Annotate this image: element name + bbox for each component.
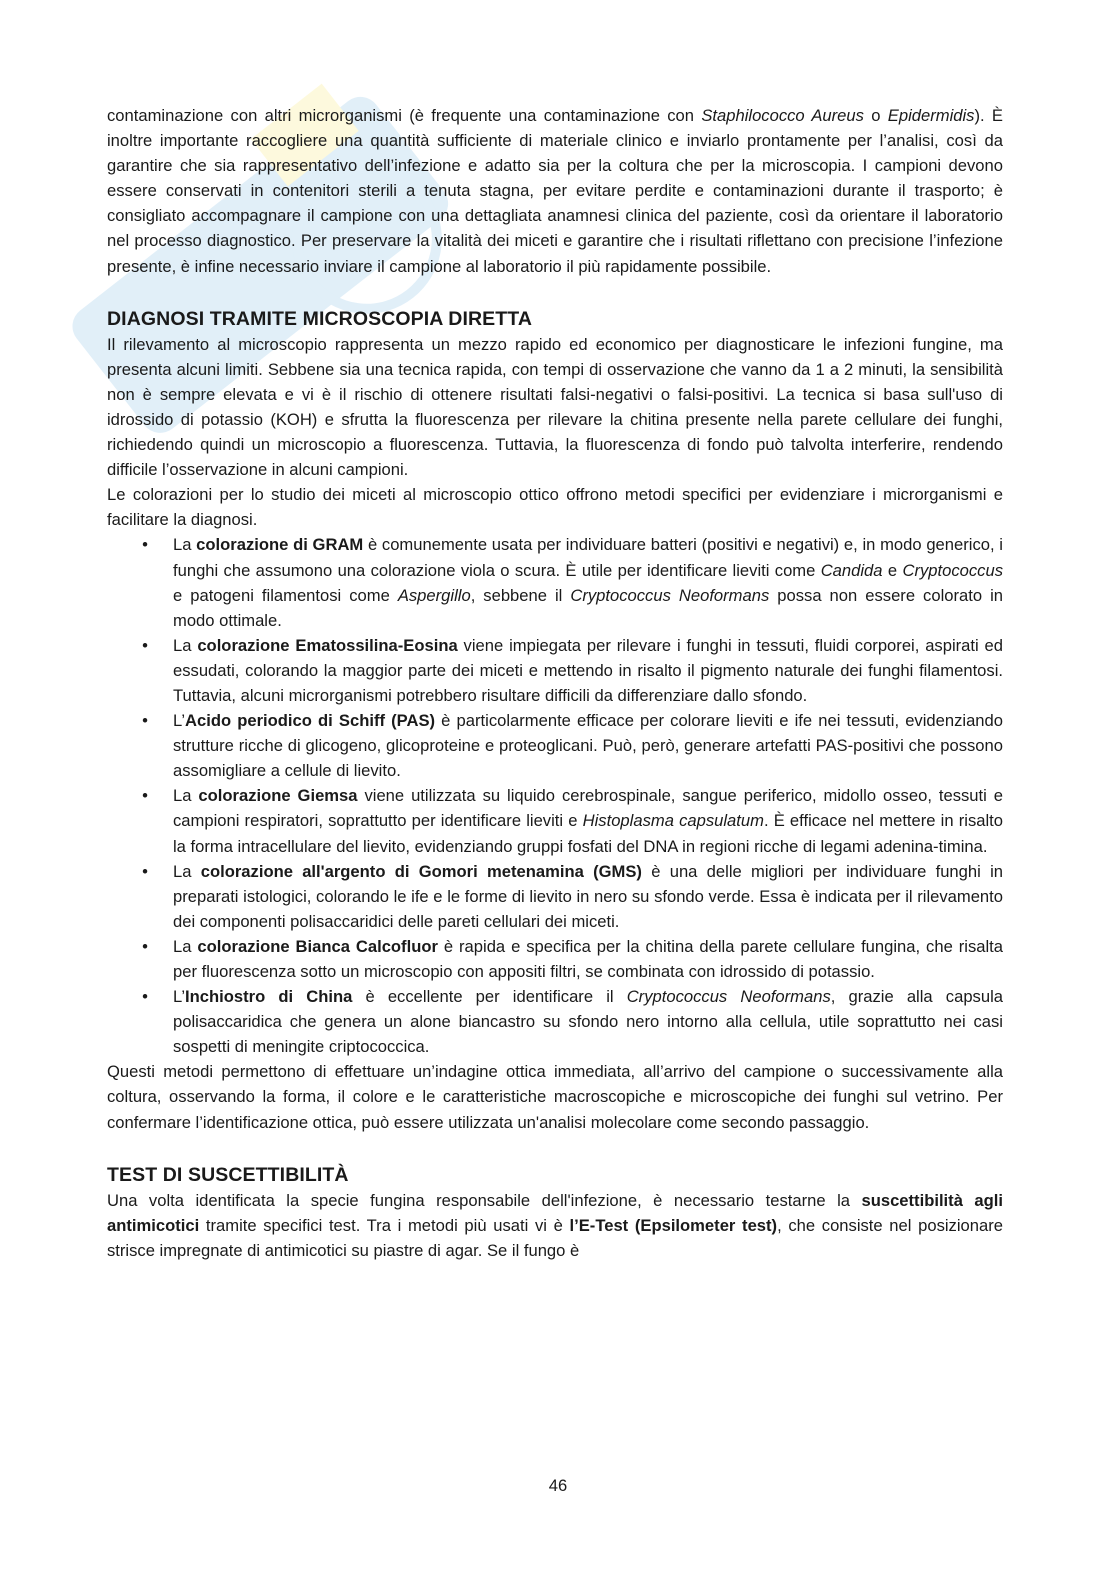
bullet-icon: •	[142, 861, 148, 881]
section-heading-suscettibilita: TEST DI SUSCETTIBILITÀ	[107, 1163, 349, 1186]
bullet-icon: •	[142, 936, 148, 956]
bullet-icon: •	[142, 535, 148, 555]
paragraph-suscettibilita: Una volta identificata la specie fungina responsabile dell'infezione, è necessario testarne la suscettibilità agli antimicotici tramite specifici test. Tra i metodi più usati vi è l’E-Test (Epsilometer test), che consiste nel posizionare strisce impregnate di antimicotici su piastre di agar. Se il fungo è	[107, 1190, 1003, 1260]
list-item-gram: • La colorazione di GRAM è comunemente usata per individuare batteri (positivi e negativi) e, in modo generico, i funghi che assumono una colorazione viola o scura. È utile per identificare lieviti come Candida e Cryptococcus e patogeni filamentosi come Aspergillo, sebbene il Cryptococcus Neoformans possa non essere colorato in modo ottimale.	[107, 532, 1003, 632]
paragraph-microscopia-3: Questi metodi permettono di effettuare un’indagine ottica immediata, all’arrivo del campione o successivamente alla coltura, osservando la forma, il colore e le caratteristiche macroscopiche e microscopiche dei funghi sul vetrino. Per confermare l’identificazione ottica, può essere utilizzata un'analisi molecolare come secondo passaggio.	[107, 1062, 1003, 1132]
list-item-gms: • La colorazione all'argento di Gomori metenamina (GMS) è una delle migliori per individuare funghi in preparati istologici, colorando le ife e le forme di lievito in nero su sfondo verde. Essa è indicata per il rilevamento dei componenti polisaccaridici delle pareti cellulari dei miceti.	[107, 859, 1003, 934]
staining-list	[107, 532, 1003, 1059]
section-heading-microscopia: DIAGNOSI TRAMITE MICROSCOPIA DIRETTA	[107, 307, 533, 330]
bullet-icon: •	[142, 635, 148, 655]
list-item-inchiostro: • L’Inchiostro di China è eccellente per identificare il Cryptococcus Neoformans, grazie alla capsula polisaccaridica che genera un alone biancastro su sfondo nero intorno alla cellula, utile soprattutto nei casi sospetti di meningite criptococcica.	[107, 984, 1003, 1059]
list-item-pas: • L’Acido periodico di Schiff (PAS) è particolarmente efficace per colorare lieviti e ife nei tessuti, evidenziando strutture ricche di glicogeno, glicoproteine e proteoglicani. Può, però, generare artefatti PAS-positivi che possono assomigliare a cellule di lievito.	[107, 708, 1003, 783]
bullet-icon: •	[142, 786, 148, 806]
intro-paragraph: contaminazione con altri microrganismi (è frequente una contaminazione con Staphilococco Aureus o Epidermidis). È inoltre importante raccogliere una quantità sufficiente di materiale clinico e inviarlo prontamente per l’analisi, così da garantire che sia rappresentativo dell’infezione e adatto sia per la coltura che per la microscopia. I campioni devono essere conservati in contenitori sterili a tenuta stagna, per evitare perdite e contaminazioni durante il trasporto; è consigliato accompagnare il campione con una dettagliata anamnesi clinica del paziente, così da orientare il laboratorio nel processo diagnostico. Per preservare la vitalità dei miceti e garantire che i risultati riflettano con precisione l’infezione presente, è infine necessario inviare il campione al laboratorio il più rapidamente possibile.	[107, 106, 1003, 276]
bullet-icon: •	[142, 711, 148, 731]
document-page	[107, 103, 1003, 1263]
paragraph-microscopia-2: Le colorazioni per lo studio dei miceti al microscopio ottico offrono metodi specifici per evidenziare i microrganismi e facilitare la diagnosi.	[107, 485, 1003, 530]
paragraph-microscopia-1: Il rilevamento al microscopio rappresenta un mezzo rapido ed economico per diagnosticare le infezioni fungine, ma presenta alcuni limiti. Sebbene sia una tecnica rapida, con tempi di osservazione che vanno da 1 a 2 minuti, la sensibilità non è sempre elevata e vi è il rischio di ottenere risultati falsi-negativi o falsi-positivi. La tecnica si basa sull'uso di idrossido di potassio (KOH) e sfrutta la fluorescenza per rilevare la chitina presente nella parete cellulare dei funghi, richiedendo quindi un microscopio a fluorescenza. Tuttavia, la fluorescenza di fondo può talvolta interferire, rendendo difficile l’osservazione in alcuni campioni.	[107, 334, 1003, 480]
page-number: 46	[548, 1476, 568, 1495]
list-item-ematossilina: • La colorazione Ematossilina-Eosina viene impiegata per rilevare i funghi in tessuti, fluidi corporei, aspirati ed essudati, colorando la maggior parte dei miceti e mettendo in risalto il pigmento naturale dei funghi filamentosi. Tuttavia, alcuni microrganismi potrebbero risultare difficili da differenziare dallo sfondo.	[107, 633, 1003, 708]
bullet-icon: •	[142, 987, 148, 1007]
list-item-calcofluor: • La colorazione Bianca Calcofluor è rapida e specifica per la chitina della parete cellulare fungina, che risalta per fluorescenza sotto un microscopio con appositi filtri, se combinata con idrossido di potassio.	[107, 934, 1003, 984]
list-item-giemsa: • La colorazione Giemsa viene utilizzata su liquido cerebrospinale, sangue periferico, midollo osseo, tessuti e campioni respiratori, soprattutto per identificare lieviti e Histoplasma capsulatum. È efficace nel mettere in risalto la forma intracellulare del lievito, evidenziando gruppi fosfati del DNA in regioni ricche di legami adenina-timina.	[107, 783, 1003, 858]
